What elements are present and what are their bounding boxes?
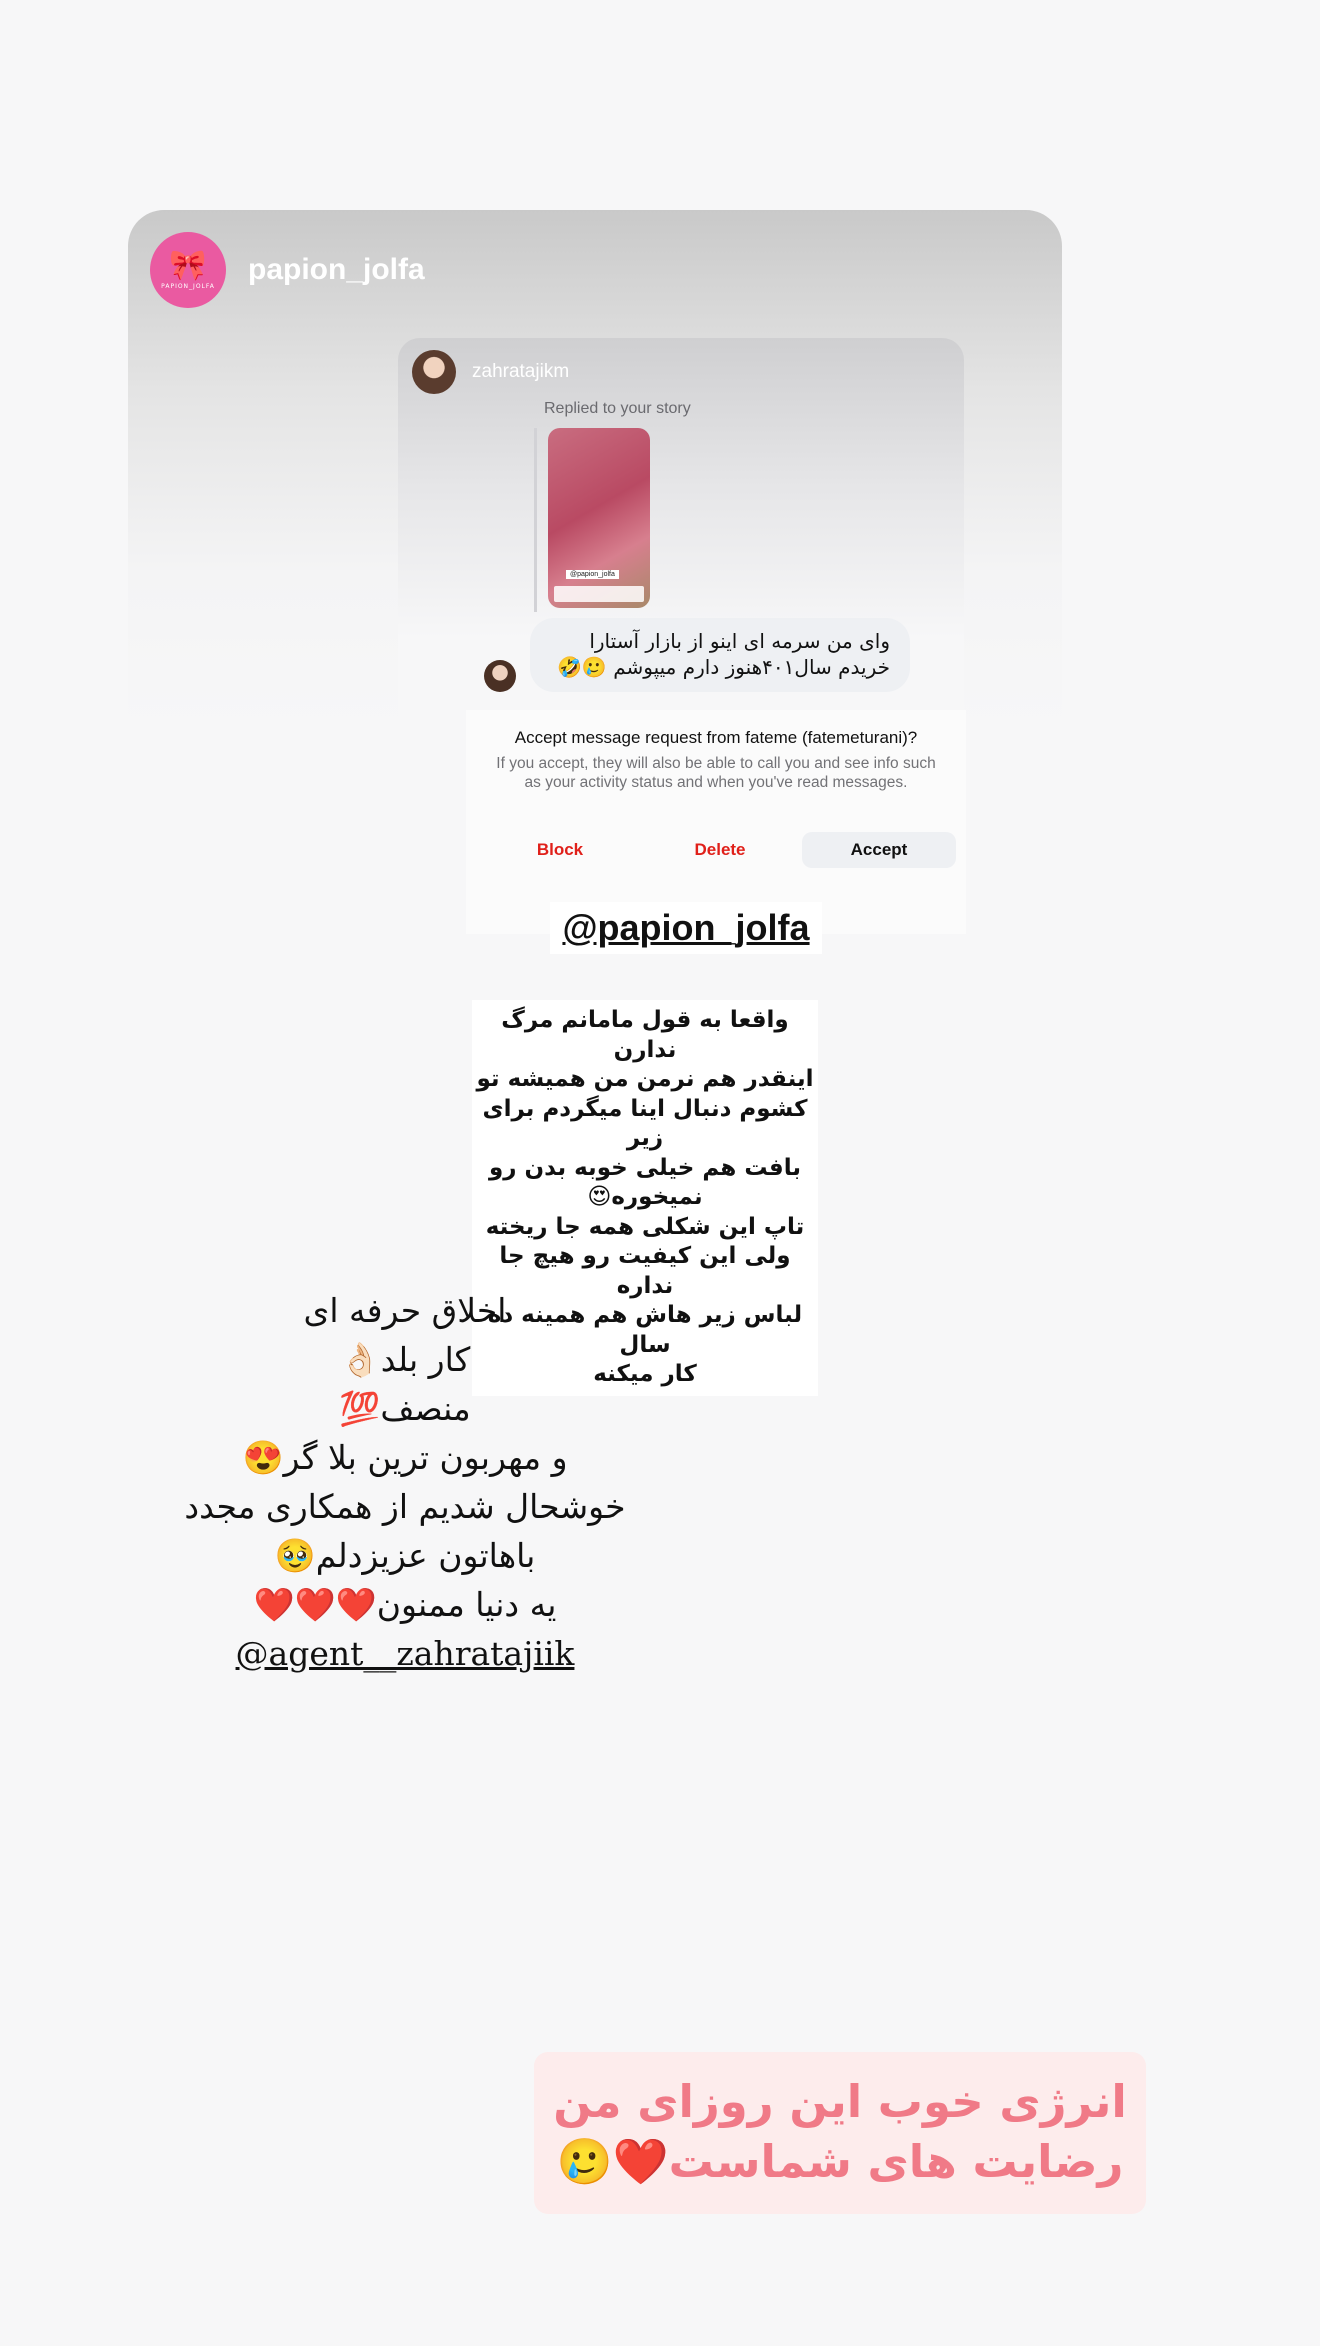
story-thumbnail[interactable] (548, 428, 650, 608)
mention-agent-link[interactable]: @agent__zahratajiik (235, 1634, 575, 1673)
account-header[interactable] (150, 232, 425, 308)
avatar-badge-text: PAPION_JOLFA (161, 282, 215, 290)
review-line: نمیخوره😍 (587, 1184, 703, 1210)
thanks-line: خوشحال شدیم از همکاری مجدد (184, 1487, 626, 1526)
replied-to-story-label: Replied to your story (544, 400, 691, 417)
review-line: اینقدر هم نرمن من همیشه تو (476, 1066, 814, 1092)
block-button[interactable]: Block (536, 840, 584, 859)
energy-text-sticker (534, 2052, 1146, 2214)
account-username[interactable]: papion_jolfa (248, 253, 425, 286)
account-avatar[interactable] (150, 232, 226, 308)
thanks-line: کار بلد👌🏻 (339, 1340, 471, 1379)
chat-header[interactable] (412, 350, 569, 394)
review-line: واقعا به قول مامانم مرگ ندارن (501, 1007, 789, 1063)
thanks-line: منصف💯 (339, 1389, 471, 1428)
energy-line: انرژی خوب این روزای من (553, 2075, 1127, 2128)
review-line: بافت هم خیلی خوبه بدن رو (489, 1154, 801, 1181)
review-line: تاپ این شکلی همه جا ریخته (485, 1213, 805, 1240)
story-mention-tag: @papion_jolfa (566, 570, 619, 579)
request-title: Accept message request from fateme (fatemeturani)? (514, 728, 918, 747)
review-line: کار میکنه (593, 1361, 697, 1387)
sender-avatar[interactable] (484, 660, 516, 692)
chat-user-avatar[interactable] (412, 350, 456, 394)
reply-quote-line (534, 428, 537, 612)
mention-sticker-top[interactable]: @papion_jolfa (550, 902, 822, 954)
energy-line: رضایت های شماست❤️🥲 (556, 2135, 1124, 2188)
review-line: کشوم دنبال اینا میگردم برای زیر (482, 1095, 808, 1151)
chat-username[interactable]: zahratajikm (472, 361, 570, 382)
review-line: ولی این کیفیت رو هیچ جا نداره (499, 1243, 791, 1299)
review-line: لباس زیر هاش هم همینه ده سال (487, 1302, 803, 1358)
accept-button[interactable]: Accept (802, 832, 956, 868)
bow-logo-icon: 🎀 (169, 247, 207, 283)
thanks-line: یه دنیا ممنون❤️❤️❤️ (253, 1585, 557, 1624)
request-subtitle: If you accept, they will also be able to call you and see info such as your activity status and when you've read messages. (496, 755, 936, 791)
thanks-line: اخلاق حرفه ای (303, 1291, 507, 1330)
thanks-line: و مهربون ترین بلا گر😍 (242, 1438, 568, 1477)
message-bubble[interactable]: وای من سرمه ای اینو از بازار آستارا خریدم سال۴۰۱هنوز دارم میپوشم 🥲🤣 (530, 618, 910, 692)
thanks-line: باهاتون عزیزدلم🥹 (274, 1536, 536, 1575)
story-caption-strip (554, 586, 644, 602)
thanks-text-block (140, 1286, 670, 1678)
delete-button[interactable]: Delete (694, 840, 746, 859)
